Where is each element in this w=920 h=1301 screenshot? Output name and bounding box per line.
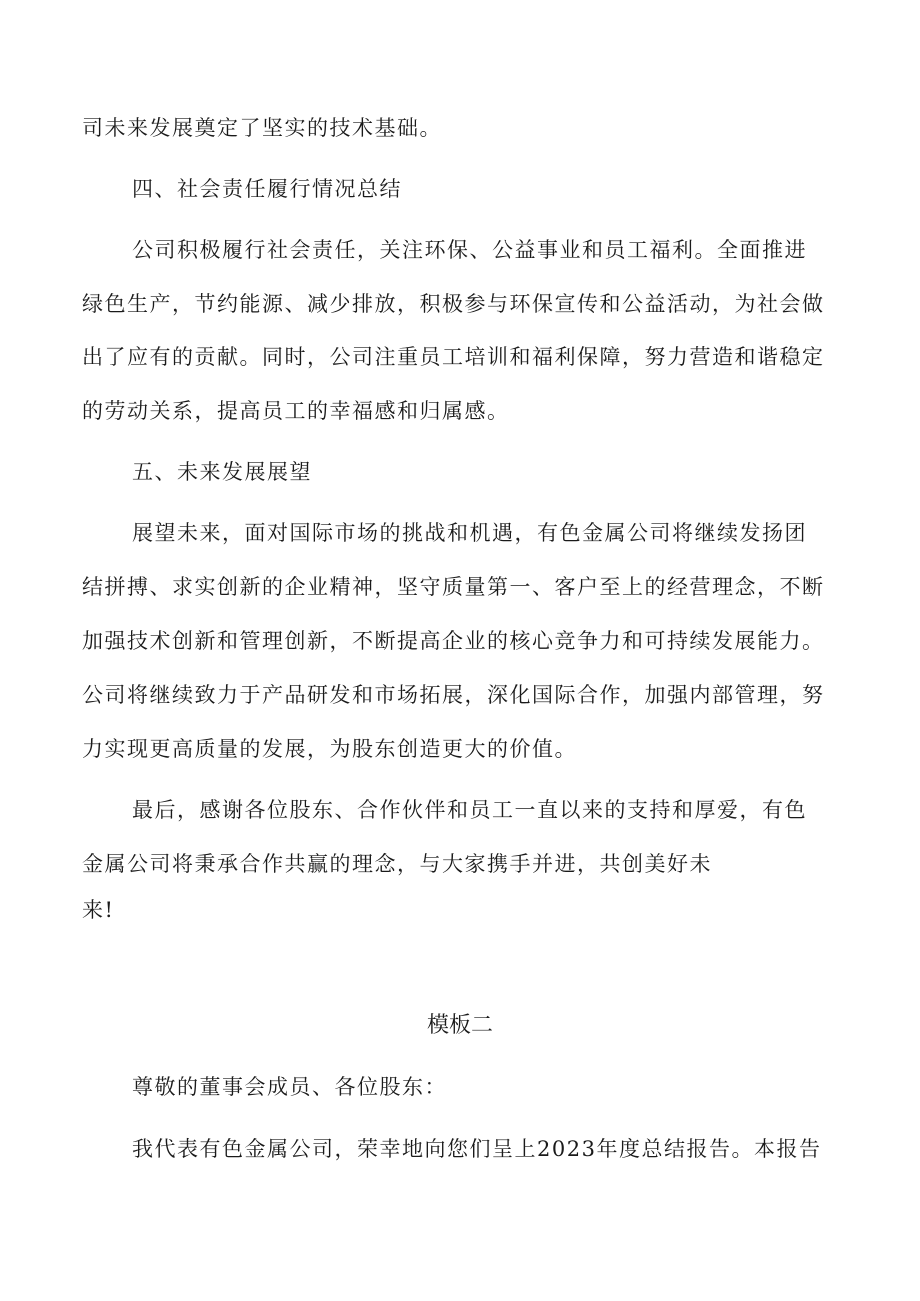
paragraph-line: 的劳动关系，提高员工的幸福感和归属感。 xyxy=(82,399,510,423)
paragraph-line: 绿色生产，节约能源、减少排放，积极参与环保宣传和公益活动，为社会做 xyxy=(82,292,825,316)
paragraph-line: 出了应有的贡献。同时，公司注重员工培训和福利保障，努力营造和谐稳定 xyxy=(82,345,825,369)
salutation: 尊敬的董事会成员、各位股东： xyxy=(132,1075,447,1099)
paragraph-line: 力实现更高质量的发展，为股东创造更大的价值。 xyxy=(82,737,577,761)
paragraph-line: 我代表有色金属公司，荣幸地向您们呈上2023年度总结报告。本报告 xyxy=(132,1137,822,1161)
template-title: 模板二 xyxy=(426,1013,493,1038)
paragraph-line: 公司积极履行社会责任，关注环保、公益事业和员工福利。全面推进 xyxy=(132,238,807,262)
section-heading-4: 四、社会责任履行情况总结 xyxy=(132,177,402,201)
paragraph-line: 最后，感谢各位股东、合作伙伴和员工一直以来的支持和厚爱，有色 xyxy=(132,798,807,822)
paragraph-line: 加强技术创新和管理创新，不断提高企业的核心竞争力和可持续发展能力。 xyxy=(82,629,825,653)
paragraph-line: 结拼搏、求实创新的企业精神，坚守质量第一、客户至上的经营理念，不断 xyxy=(82,575,825,599)
paragraph-line: 司未来发展奠定了坚实的技术基础。 xyxy=(82,116,442,140)
paragraph-line: 金属公司将秉承合作共赢的理念，与大家携手并进，共创美好未 xyxy=(82,852,712,876)
paragraph-line: 展望未来，面对国际市场的挑战和机遇，有色金属公司将继续发扬团 xyxy=(132,521,807,545)
section-heading-5: 五、未来发展展望 xyxy=(132,460,312,484)
paragraph-line: 公司将继续致力于产品研发和市场拓展，深化国际合作，加强内部管理，努 xyxy=(82,683,825,707)
paragraph-line: 来! xyxy=(82,898,115,922)
